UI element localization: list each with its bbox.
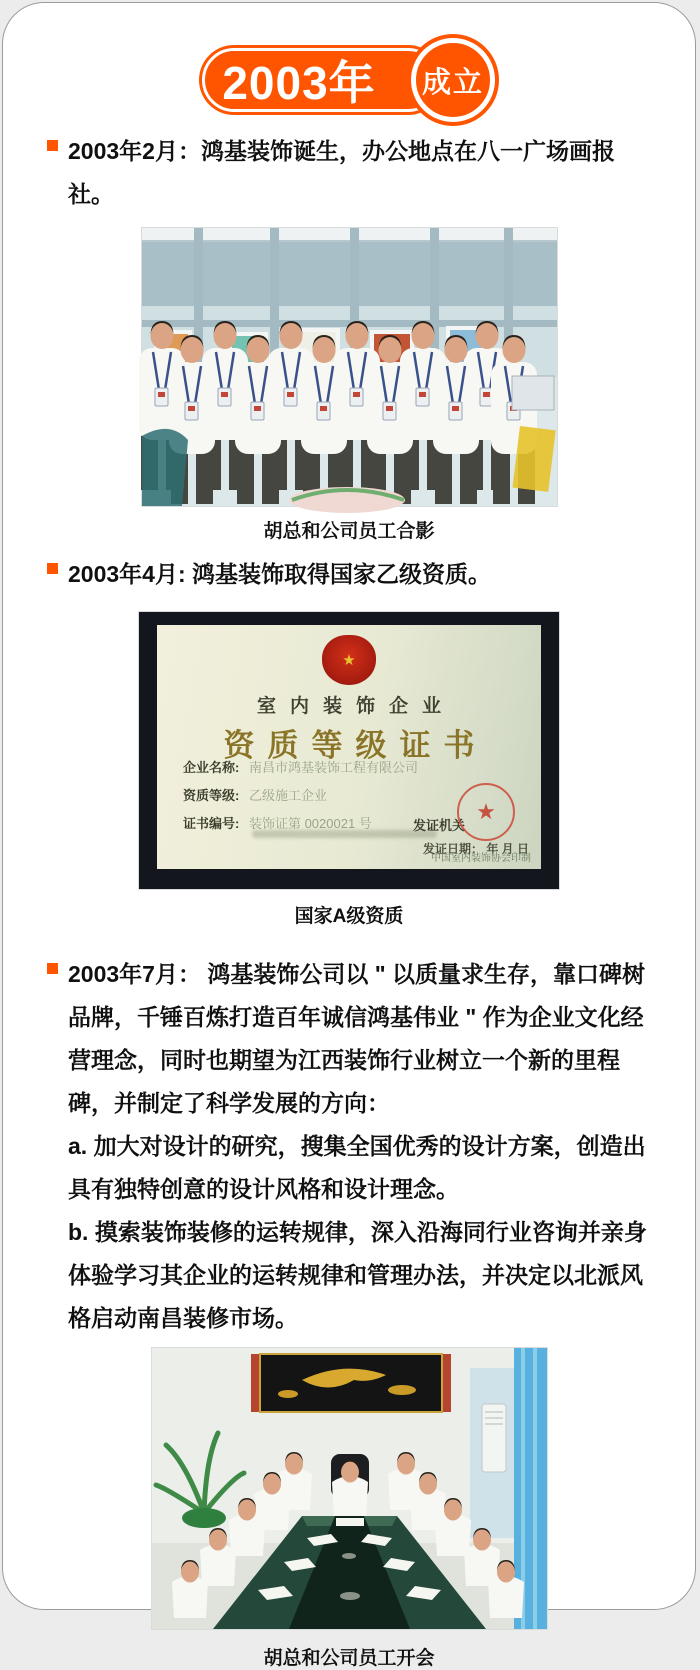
bullet-square-icon bbox=[47, 963, 58, 974]
grade-label: 资质等级: bbox=[183, 788, 240, 803]
year-badge bbox=[199, 36, 499, 124]
company-value: 南昌市鸿基装饰工程有限公司 bbox=[248, 760, 418, 775]
certificate-title: 资质等级证书 bbox=[223, 728, 488, 763]
event-february-text: 2003年2月：鸿基装饰诞生，办公地点在八一广场画报社。 bbox=[68, 138, 615, 207]
year-badge-pill-border bbox=[202, 48, 440, 112]
bullet-square-icon bbox=[47, 140, 58, 151]
certificate-company-row bbox=[183, 757, 418, 776]
meeting-photo bbox=[152, 1348, 547, 1629]
badge-year-text: 2003年 bbox=[222, 57, 376, 109]
number-label: 证书编号: bbox=[183, 816, 240, 831]
grade-value: 乙级施工企业 bbox=[248, 788, 327, 803]
emblem-star-icon: ★ bbox=[342, 651, 356, 669]
meeting-photo-caption: 胡总和公司员工开会 bbox=[263, 1648, 435, 1669]
july-intro: 2003年7月： 鸿基装饰公司以 " 以质量求生存，靠口碑树品牌，千锤百炼打造百年诚信鸿基伟业 " 作为企业文化经营理念，同时也期望为江西装饰行业树立一个新的里程碑，并制定了科学发展的方向： bbox=[68, 961, 646, 1116]
event-february bbox=[47, 130, 659, 216]
event-july-text bbox=[68, 953, 659, 1340]
bullet-square-icon bbox=[47, 563, 58, 574]
event-april bbox=[47, 553, 659, 596]
year-badge-circle bbox=[411, 38, 495, 122]
printer-note: 中国室内装饰协会印制 bbox=[431, 853, 531, 864]
july-point-a: a. 加大对设计的研究，搜集全国优秀的设计方案，创造出具有独特创意的设计风格和设计理念。 bbox=[68, 1133, 646, 1202]
national-emblem-icon bbox=[322, 635, 376, 685]
certificate-caption: 国家A级资质 bbox=[294, 906, 404, 927]
certificate-paper bbox=[157, 625, 541, 869]
company-label: 企业名称: bbox=[183, 760, 240, 775]
certificate-grade-row bbox=[183, 785, 327, 804]
timeline-card bbox=[2, 2, 696, 1669]
certificate-header: 室内装饰企业 bbox=[256, 696, 455, 717]
year-badge-pill bbox=[199, 45, 443, 115]
issuer-label: 发证机关 bbox=[413, 818, 466, 833]
event-july bbox=[47, 953, 659, 1340]
issue-date-label: 发证日期： 年 月 日 bbox=[423, 842, 530, 856]
certificate-photo bbox=[139, 612, 559, 889]
number-value: 装饰证第 0020021 号 bbox=[248, 816, 372, 831]
certificate-fine-print bbox=[252, 830, 437, 838]
group-photo bbox=[142, 228, 557, 506]
badge-founded-text: 成立 bbox=[421, 66, 484, 99]
seal-star-icon: ★ bbox=[476, 799, 496, 824]
group-photo-caption: 胡总和公司员工合影 bbox=[263, 521, 435, 542]
red-seal-icon bbox=[457, 783, 515, 841]
event-april-text: 2003年4月: 鸿基装饰取得国家乙级资质。 bbox=[68, 561, 492, 587]
july-point-b: b. 摸索装饰装修的运转规律，深入沿海同行业咨询并亲身体验学习其企业的运转规律和管理办法，并决定以北派风格启动南昌装修市场。 bbox=[68, 1219, 647, 1331]
